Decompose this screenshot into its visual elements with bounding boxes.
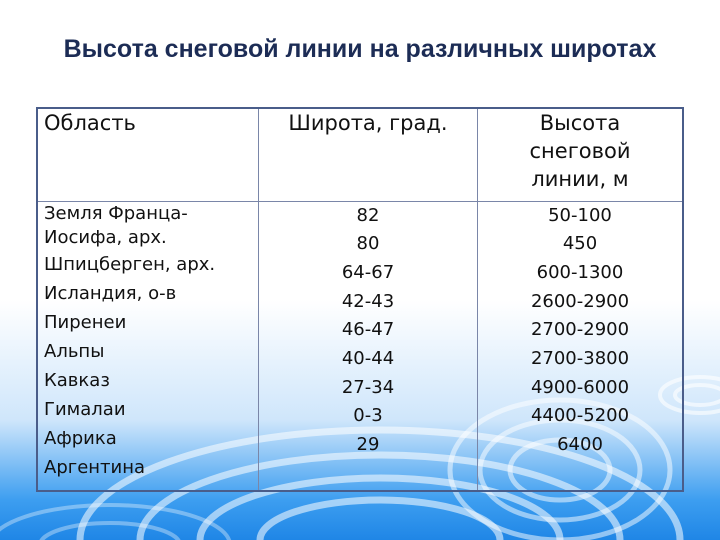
height-cell: 6400 bbox=[557, 434, 603, 456]
region-cell: Шпицберген, арх. bbox=[44, 253, 216, 275]
latitude-cell: 27-34 bbox=[341, 376, 395, 398]
latitude-cell: 40-44 bbox=[341, 348, 395, 370]
region-cell: Кавказ bbox=[44, 369, 110, 391]
table-body bbox=[37, 201, 683, 491]
latitude-cell: 42-43 bbox=[341, 290, 395, 312]
header-latitude: Широта, град. bbox=[259, 108, 478, 201]
latitude-cell: 80 bbox=[356, 233, 380, 255]
latitude-cell: 46-47 bbox=[341, 319, 395, 341]
header-height-label: Высота снеговой линии, м bbox=[529, 111, 631, 191]
region-cell: Аргентина bbox=[44, 456, 146, 478]
header-height bbox=[478, 108, 684, 201]
region-column bbox=[37, 201, 259, 491]
latitude-column bbox=[259, 201, 478, 491]
height-column bbox=[478, 201, 684, 491]
table-header-row bbox=[37, 108, 683, 201]
header-region: Область bbox=[37, 108, 259, 201]
region-cell: Гималаи bbox=[44, 398, 126, 420]
latitude-cell: 0-3 bbox=[353, 405, 383, 427]
height-cell: 2700-3800 bbox=[530, 348, 630, 370]
height-cell: 2600-2900 bbox=[530, 290, 630, 312]
region-cell: Пиренеи bbox=[44, 311, 127, 333]
height-cell: 50-100 bbox=[548, 204, 612, 226]
latitude-cell: 82 bbox=[356, 204, 380, 226]
height-cell: 4900-6000 bbox=[530, 376, 630, 398]
height-cell: 600-1300 bbox=[536, 261, 624, 283]
page-title: Высота снеговой линии на различных широтах bbox=[63, 35, 657, 63]
region-cell: Африка bbox=[44, 427, 117, 449]
latitude-cell: 64-67 bbox=[341, 261, 395, 283]
height-cell: 4400-5200 bbox=[530, 405, 630, 427]
region-cell: Исландия, о-в bbox=[44, 282, 177, 304]
height-cell: 2700-2900 bbox=[530, 319, 630, 341]
region-cell: Земля Франца-Иосифа, арх. bbox=[44, 202, 188, 248]
latitude-cell: 29 bbox=[356, 434, 380, 456]
region-cell: Альпы bbox=[44, 340, 105, 362]
snow-line-table bbox=[36, 107, 684, 492]
height-cell: 450 bbox=[562, 233, 598, 255]
